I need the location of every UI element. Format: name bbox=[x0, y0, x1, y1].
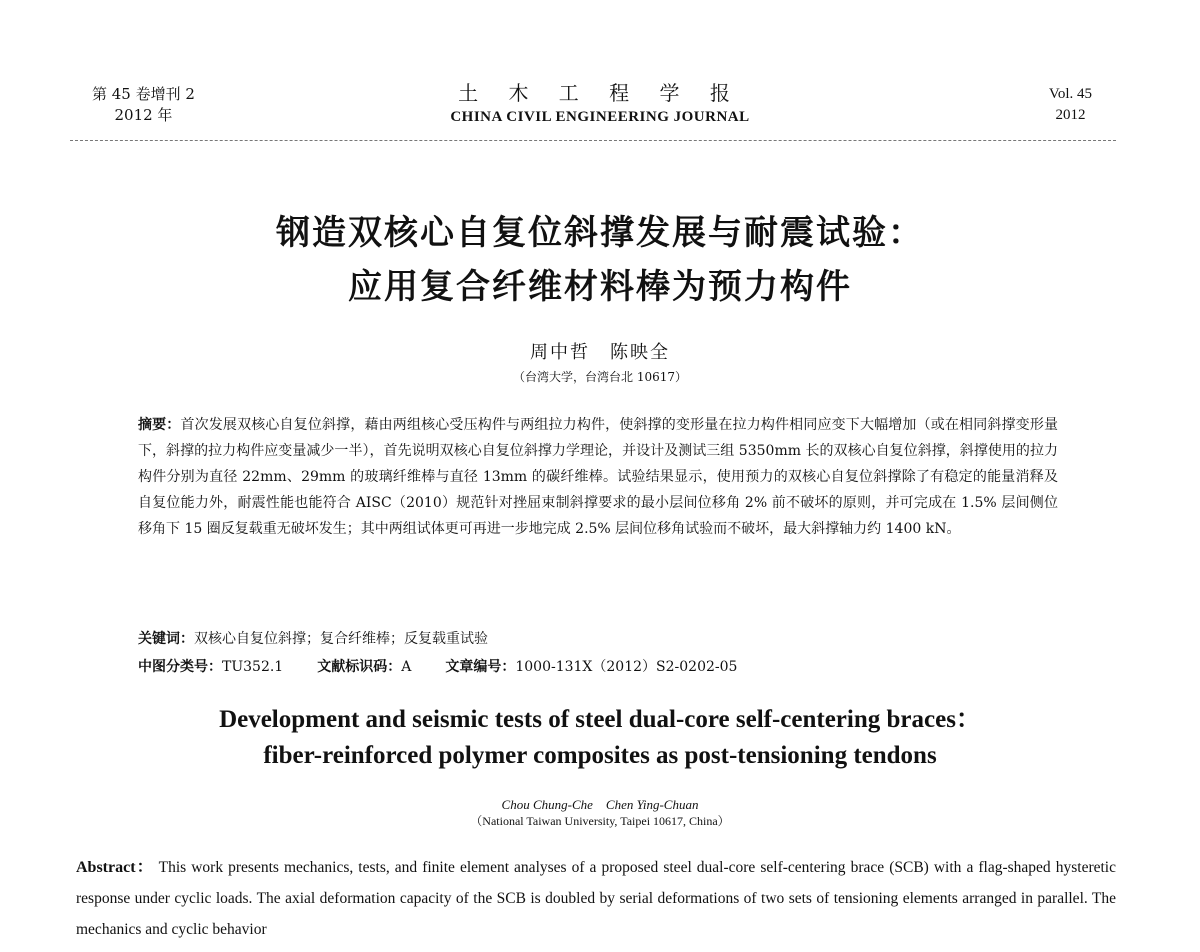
abstract-en-label: Abstract： bbox=[76, 859, 154, 876]
keywords-cn-text: 双核心自复位斜撑；复合纤维棒；反复载重试验 bbox=[194, 631, 488, 647]
header-volume-en: Vol. 45 bbox=[1048, 86, 1092, 102]
header-year-cn: 2012 年 bbox=[114, 106, 173, 124]
authors-en: Chou Chung-Che Chen Ying-Chuan bbox=[501, 797, 699, 812]
journal-title-en: CHINA CIVIL ENGINEERING JOURNAL bbox=[450, 109, 750, 125]
header-volume-left bbox=[92, 84, 195, 126]
journal-title-cn: 土 木 工 程 学 报 bbox=[458, 81, 742, 105]
header-divider bbox=[70, 140, 1116, 141]
abstract-cn-label: 摘要： bbox=[138, 417, 181, 433]
header-year-en: 2012 bbox=[1055, 107, 1086, 123]
abstract-cn bbox=[138, 412, 1058, 542]
abstract-en-text: This work presents mechanics, tests, and finite element analyses of a proposed steel dual-core self-centering brace (SCB) with a flag-shaped hysteretic response under cyclic loads. The axial deformation capacity of the SCB is doubled by serial deformations of two sets of tensioning elements arranged in parallel. The mechanics and cyclic behavior bbox=[76, 859, 1116, 938]
header-journal bbox=[300, 80, 900, 128]
paper-title-cn-line2: 应用复合纤维材料棒为预力构件 bbox=[348, 267, 852, 307]
paper-title-en bbox=[0, 702, 1200, 774]
abstract-en bbox=[76, 852, 1116, 945]
header-volume-cn: 第 45 卷增刊 2 bbox=[92, 85, 195, 103]
authors-cn: 周中哲 陈映全 bbox=[530, 342, 670, 363]
affiliation-cn: （台湾大学，台湾台北 10617） bbox=[513, 370, 687, 384]
article-number-label: 文章编号： bbox=[445, 659, 516, 675]
doc-code-value: A bbox=[401, 659, 412, 675]
keywords-cn bbox=[138, 628, 488, 648]
header-volume-right bbox=[1049, 84, 1092, 126]
doc-code-label: 文献标识码： bbox=[317, 659, 402, 675]
classification-line bbox=[138, 656, 737, 676]
keywords-cn-label: 关键词： bbox=[138, 631, 194, 647]
affiliation-en: （National Taiwan University, Taipei 10617, China） bbox=[470, 814, 730, 828]
clc-value: TU352.1 bbox=[222, 659, 284, 675]
paper-title-cn-line1: 钢造双核心自复位斜撑发展与耐震试验： bbox=[276, 213, 924, 253]
abstract-cn-text: 首次发展双核心自复位斜撑，藉由两组核心受压构件与两组拉力构件，使斜撑的变形量在拉力构件相同应变下大幅增加（或在相同斜撑变形量下，斜撑的拉力构件应变量减少一半），首先说明双核心自复位斜撑力学理论，并设计及测试三组 5350mm 长的双核心自复位斜撑，斜撑使用的拉力构件分别为直径 22mm、29mm 的玻璃纤维棒与直径 13mm 的碳纤维棒。试验结果显示，使用预力的双核心自复位斜撑除了有稳定的能量消释及自复位能力外，耐震性能也能符合 AISC（2010）规范针对挫屈束制斜撑要求的最小层间位移角 2% 前不破坏的原则，并可完成在 1.5% 层间侧位移角下 15 圈反复载重无破坏发生；其中两组试体更可再进一步地完成 2.5% 层间位移角试验而不破坏，最大斜撑轴力约 1400 kN。 bbox=[138, 417, 1058, 537]
paper-title-en-line1: Development and seismic tests of steel dual-core self-centering braces： bbox=[219, 706, 981, 733]
article-number-value: 1000-131X（2012）S2-0202-05 bbox=[515, 659, 738, 675]
clc-label: 中图分类号： bbox=[138, 659, 222, 675]
paper-title-en-line2: fiber-reinforced polymer composites as post-tensioning tendons bbox=[263, 742, 937, 769]
paper-title-cn bbox=[0, 206, 1200, 314]
